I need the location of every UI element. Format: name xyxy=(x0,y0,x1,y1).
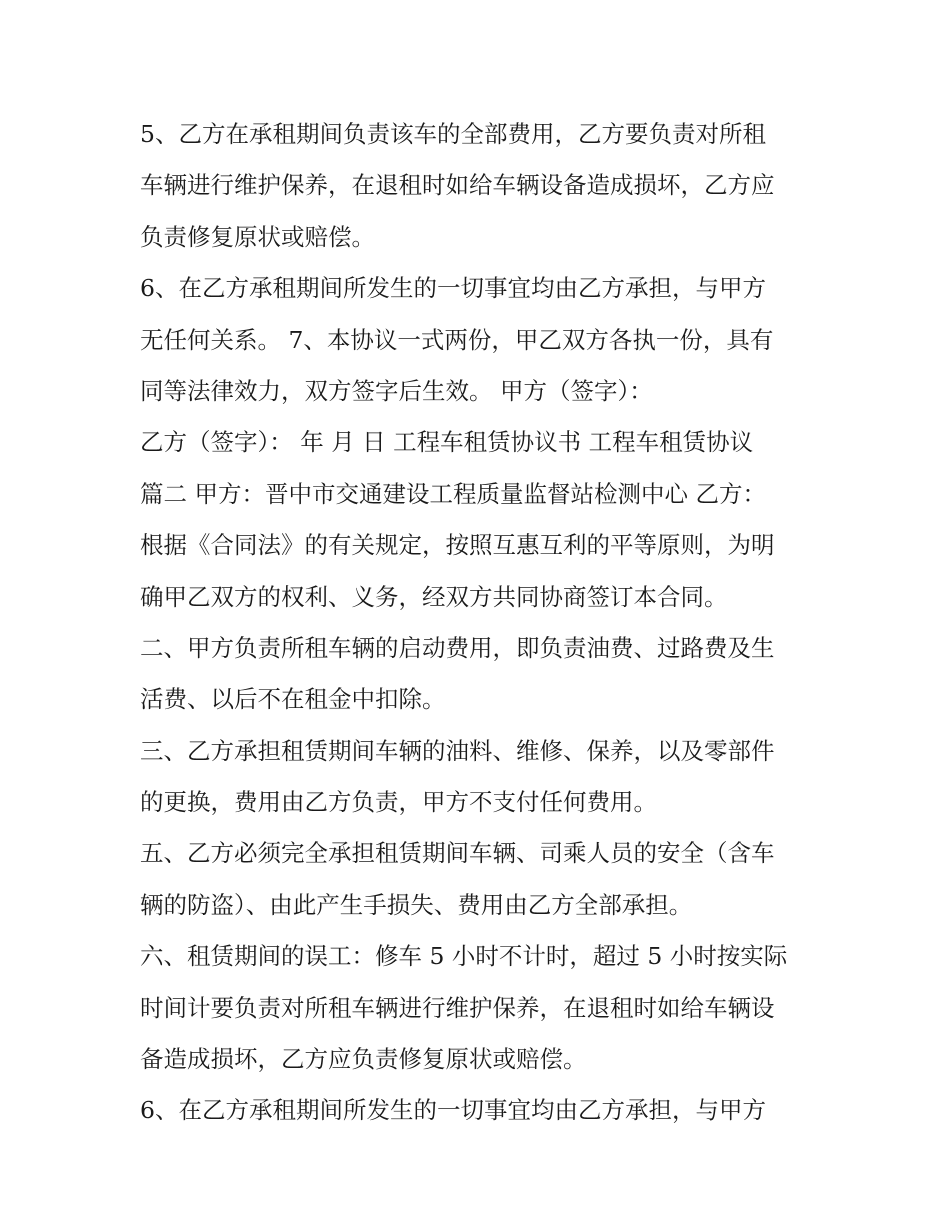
text-line: 时间计要负责对所租车辆进行维护保养，在退租时如给车辆设 xyxy=(140,993,775,1022)
text-line: 五、乙方必须完全承担租赁期间车辆、司乘人员的安全（含车 xyxy=(140,839,775,868)
text-line: 乙方（签字）： 年 月 日 工程车租赁协议书 工程车租赁协议 xyxy=(140,428,754,457)
text-line: 6、在乙方承租期间所发生的一切事宜均由乙方承担，与甲方 xyxy=(140,274,766,303)
text-line: 负责修复原状或赔偿。 xyxy=(140,222,375,251)
text-line: 三、乙方承担租赁期间车辆的油料、维修、保养，以及零部件 xyxy=(140,736,775,765)
document-body xyxy=(140,109,820,1137)
text-line: 6、在乙方承租期间所发生的一切事宜均由乙方承担，与甲方 xyxy=(140,1096,766,1125)
text-line: 备造成损坏，乙方应负责修复原状或赔偿。 xyxy=(140,1045,587,1074)
text-line: 辆的防盗）、由此产生手损失、费用由乙方全部承担。 xyxy=(140,890,693,919)
text-line: 5、乙方在承租期间负责该车的全部费用，乙方要负责对所租 xyxy=(140,120,766,148)
text-line: 车辆进行维护保养，在退租时如给车辆设备造成损坏，乙方应 xyxy=(140,171,775,200)
text-line: 篇二 甲方：晋中市交通建设工程质量监督站检测中心 乙方： xyxy=(140,479,766,508)
text-line: 的更换，费用由乙方负责，甲方不支付任何费用。 xyxy=(140,788,657,817)
text-line: 六、租赁期间的误工：修车 5 小时不计时，超过 5 小时按实际 xyxy=(140,942,788,971)
text-line: 活费、以后不在租金中扣除。 xyxy=(140,685,446,714)
text-line: 确甲乙双方的权利、义务，经双方共同协商签订本合同。 xyxy=(140,582,728,611)
text-line: 无任何关系。 7、本协议一式两份，甲乙双方各执一份，具有 xyxy=(140,325,774,354)
text-line: 根据《合同法》的有关规定，按照互惠互利的平等原则，为明 xyxy=(140,531,775,560)
text-line: 二、甲方负责所租车辆的启动费用，即负责油费、过路费及生 xyxy=(140,633,775,662)
text-line: 同等法律效力，双方签字后生效。 甲方（签字）： xyxy=(140,376,653,405)
